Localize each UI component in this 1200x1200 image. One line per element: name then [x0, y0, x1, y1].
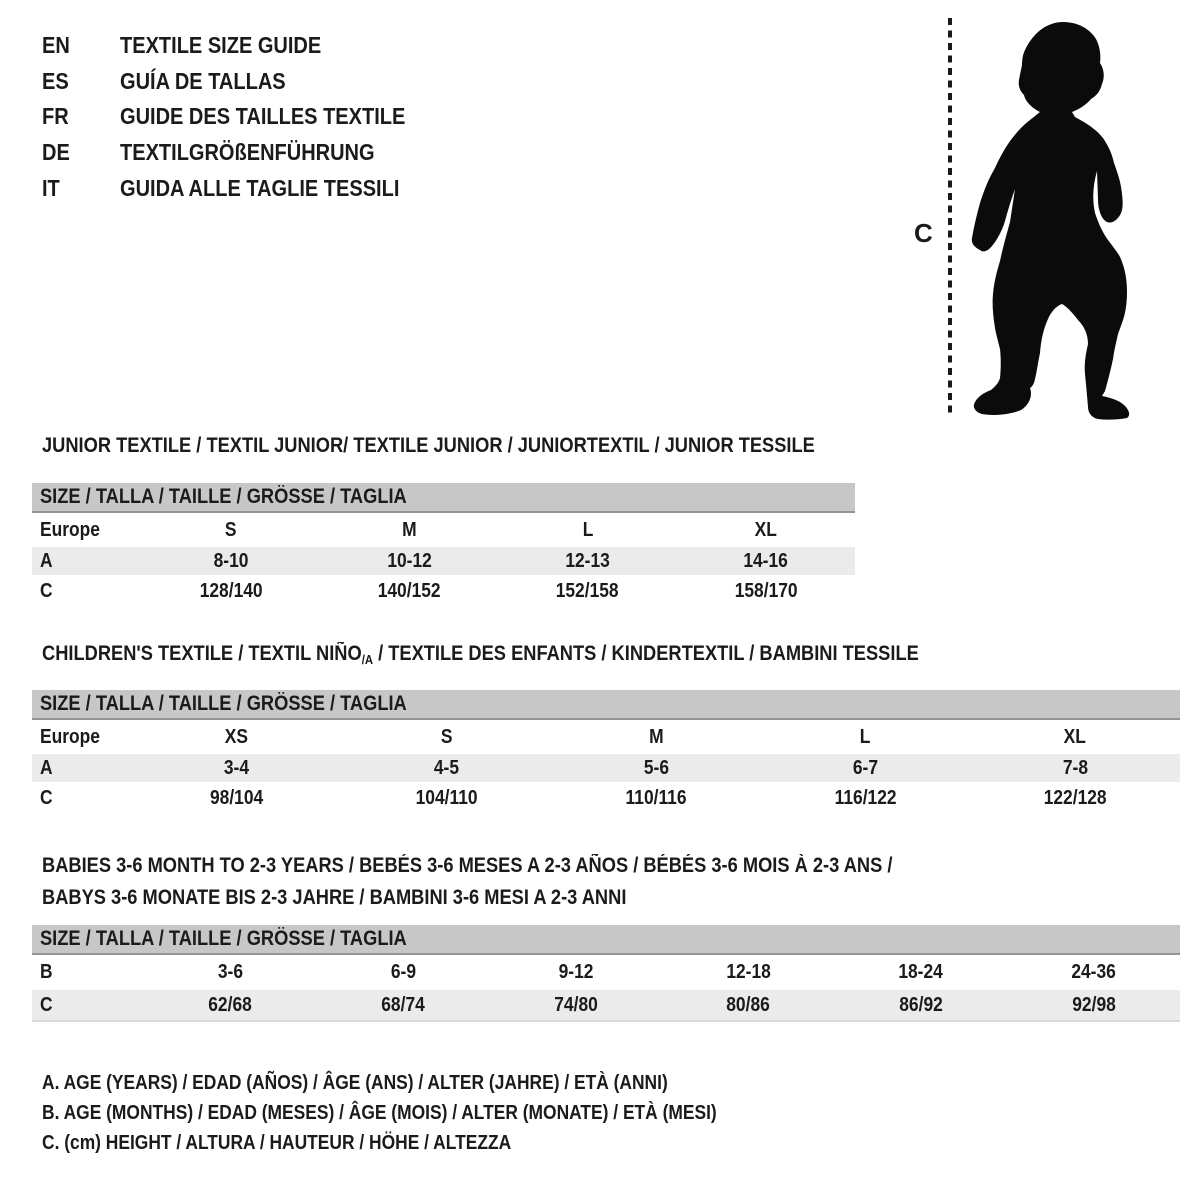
- table-row: [32, 575, 855, 608]
- table-row: [32, 547, 855, 575]
- size-cell: M: [402, 518, 417, 541]
- language-row: [42, 135, 448, 171]
- size-header-label: SIZE / TALLA / TAILLE / GRÖSSE / TAGLIA: [40, 692, 407, 715]
- babies-size-table: [32, 925, 1180, 1022]
- row-label: C: [40, 993, 53, 1016]
- size-cell: 98/104: [210, 787, 264, 809]
- size-cell: 140/152: [377, 580, 441, 602]
- size-cell: 152/158: [556, 580, 620, 602]
- size-cell: 86/92: [899, 993, 943, 1016]
- size-cell: 24-36: [1071, 961, 1116, 983]
- toddler-silhouette-icon: [972, 22, 1129, 420]
- babies-section-title: [42, 850, 1020, 913]
- row-label: A: [40, 756, 53, 779]
- note-line: B. AGE (MONTHS) / EDAD (MESES) / ÂGE (MOIS) / ALTER (MONATE) / ETÀ (MESI): [42, 1102, 717, 1124]
- row-label: C: [40, 787, 53, 809]
- junior-section-title: JUNIOR TEXTILE / TEXTIL JUNIOR/ TEXTILE JUNIOR / JUNIORTEXTIL / JUNIOR TESSILE: [42, 434, 815, 457]
- size-cell: 6-7: [853, 756, 879, 779]
- table-row: [32, 719, 1180, 754]
- size-cell: 122/128: [1043, 787, 1107, 809]
- junior-size-table: [32, 483, 855, 608]
- language-title: TEXTILGRÖßENFÜHRUNG: [120, 139, 375, 166]
- language-list: [42, 28, 448, 206]
- language-code: DE: [42, 139, 70, 166]
- legend-notes: [42, 1068, 818, 1158]
- size-cell: 74/80: [553, 993, 598, 1016]
- size-cell: 3-4: [224, 756, 250, 779]
- table-row: [32, 512, 855, 547]
- size-cell: M: [648, 725, 664, 748]
- size-cell: 158/170: [734, 580, 798, 602]
- language-title: GUIDA ALLE TAGLIE TESSILI: [120, 174, 400, 201]
- size-cell: 116/122: [834, 787, 897, 809]
- children-section-title: CHILDREN'S TEXTILE / TEXTIL NIÑO/A / TEXTILE DES ENFANTS / KINDERTEXTIL / BAMBINI TESSILE: [42, 642, 919, 667]
- height-measure-label: C: [914, 218, 933, 248]
- size-cell: 12-18: [726, 961, 771, 983]
- size-cell: 3-6: [217, 961, 243, 983]
- size-cell: 62/68: [208, 993, 253, 1016]
- children-size-table: [32, 690, 1180, 815]
- row-label: Europe: [40, 725, 100, 748]
- language-row: [42, 99, 448, 135]
- size-cell: 4-5: [433, 756, 459, 779]
- babies-title-line2: BABYS 3-6 MONATE BIS 2-3 JAHRE / BAMBINI 3-6 MESI A 2-3 ANNI: [42, 885, 627, 909]
- size-cell: 5-6: [643, 756, 669, 779]
- language-row: [42, 28, 448, 64]
- size-cell: XL: [1064, 725, 1087, 748]
- size-header-label: SIZE / TALLA / TAILLE / GRÖSSE / TAGLIA: [40, 485, 407, 508]
- size-cell: L: [860, 725, 871, 748]
- language-code: FR: [42, 103, 69, 130]
- size-header-bar: [32, 483, 855, 512]
- language-title: GUIDE DES TAILLES TEXTILE: [120, 103, 406, 130]
- table-row: [32, 782, 1180, 815]
- language-row: [42, 64, 448, 100]
- size-cell: 104/110: [415, 787, 478, 809]
- size-cell: S: [225, 518, 237, 541]
- size-cell: 68/74: [381, 993, 425, 1016]
- language-code: EN: [42, 32, 70, 59]
- language-row: [42, 170, 448, 206]
- size-cell: 6-9: [390, 961, 416, 983]
- language-code: ES: [42, 67, 69, 94]
- size-cell: 12-13: [565, 549, 610, 572]
- size-cell: 18-24: [898, 961, 944, 983]
- table-row: [32, 954, 1180, 990]
- size-cell: 110/116: [625, 787, 687, 809]
- size-cell: S: [440, 725, 453, 748]
- size-header-label: SIZE / TALLA / TAILLE / GRÖSSE / TAGLIA: [40, 927, 407, 950]
- language-title: GUÍA DE TALLAS: [120, 67, 286, 94]
- note-line: C. (cm) HEIGHT / ALTURA / HAUTEUR / HÖHE / ALTEZZA: [42, 1132, 512, 1154]
- title-subscript: /A: [361, 652, 374, 667]
- size-cell: 14-16: [743, 549, 789, 572]
- size-cell: L: [582, 518, 593, 541]
- size-cell: 7-8: [1062, 756, 1088, 779]
- row-label: C: [40, 580, 53, 602]
- table-row: [32, 754, 1180, 782]
- row-label: B: [40, 961, 53, 983]
- size-cell: XL: [754, 518, 777, 541]
- size-cell: 128/140: [199, 580, 263, 602]
- table-row: [32, 990, 1180, 1021]
- note-line: A. AGE (YEARS) / EDAD (AÑOS) / ÂGE (ANS) / ALTER (JAHRE) / ETÀ (ANNI): [42, 1072, 668, 1094]
- size-cell: 8-10: [213, 549, 249, 572]
- size-cell: 80/86: [726, 993, 771, 1016]
- size-cell: 9-12: [558, 961, 594, 983]
- size-header-bar: [32, 690, 1180, 719]
- size-cell: XS: [225, 725, 249, 748]
- row-label: Europe: [40, 518, 100, 541]
- height-figure: [900, 2, 1165, 427]
- row-label: A: [40, 549, 53, 572]
- size-header-bar: [32, 925, 1180, 954]
- babies-title-line1: BABIES 3-6 MONTH TO 2-3 YEARS / BEBÉS 3-6 MESES A 2-3 AÑOS / BÉBÉS 3-6 MOIS À 2-3 ANS /: [42, 854, 893, 877]
- size-cell: 92/98: [1071, 993, 1116, 1016]
- language-title: TEXTILE SIZE GUIDE: [120, 32, 322, 59]
- size-cell: 10-12: [387, 549, 432, 572]
- language-code: IT: [42, 174, 60, 201]
